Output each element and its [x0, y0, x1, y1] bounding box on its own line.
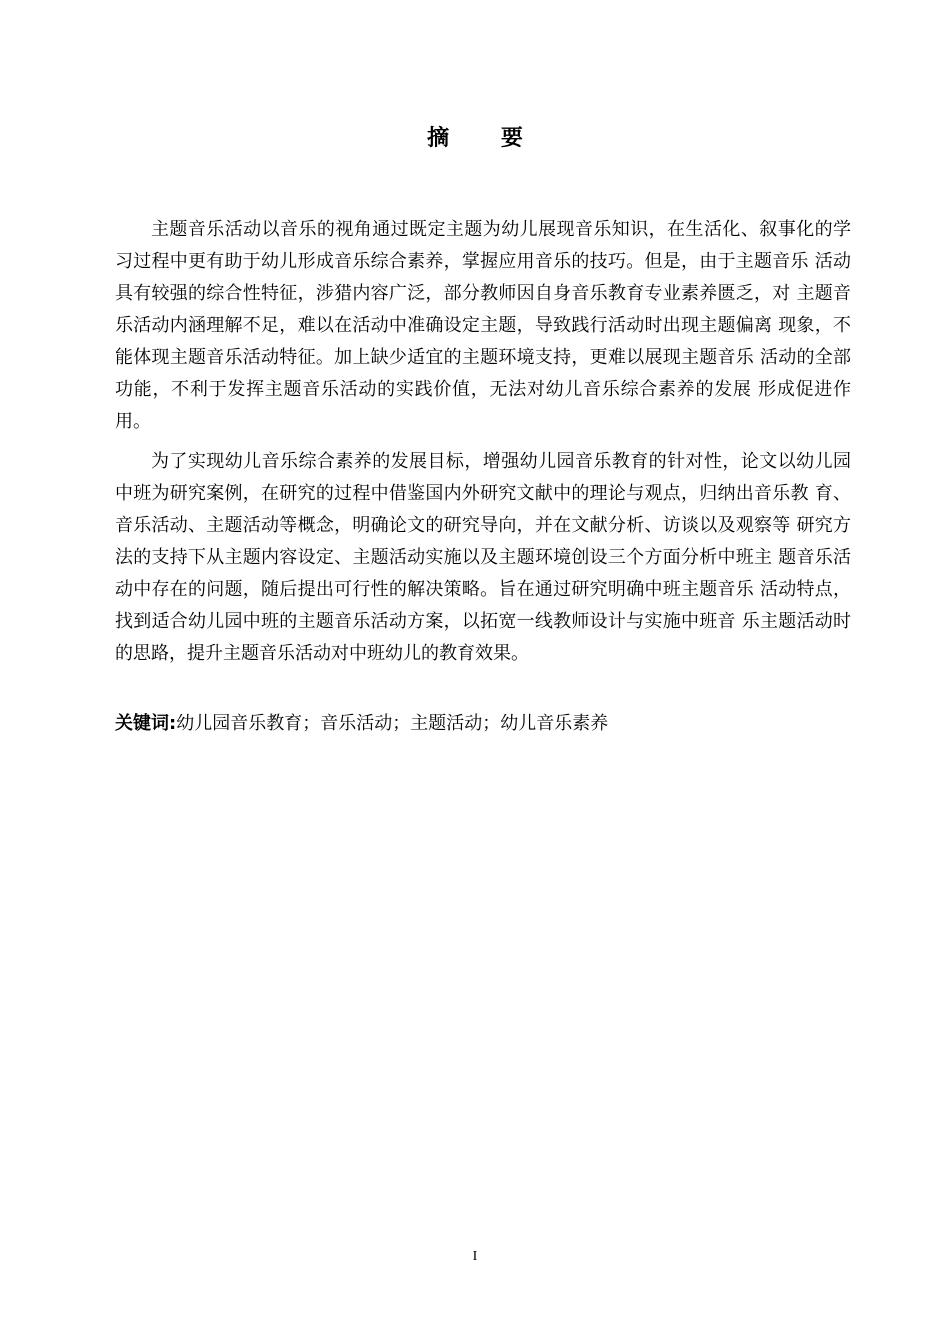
abstract-paragraph: 主题音乐活动以音乐的视角通过既定主题为幼儿展现音乐知识，在生活化、叙事化的学习过程中更有助于幼儿形成音乐综合素养，掌握应用音乐的技巧。但是，由于主题音乐 活动具有较强的综合性特征，涉猎内容广泛，部分教师因自身音乐教育专业素养匮乏，对 主题音乐活动内涵理解不足，难以在活动中准确设定主题，导致践行活动时出现主题偏离 现象，不能体现主题音乐活动特征。加上缺少适宜的主题环境支持，更难以展现主题音乐 活动的全部功能，不利于发挥主题音乐活动的实践价值，无法对幼儿音乐综合素养的发展 形成促进作用。 — [115, 219, 851, 432]
abstract-body-1 — [115, 214, 851, 438]
keywords-text: 幼儿园音乐教育；音乐活动；主题活动；幼儿音乐素养 — [176, 713, 609, 734]
abstract-paragraph: 为了实现幼儿音乐综合素养的发展目标，增强幼儿园音乐教育的针对性，论文以幼儿园中班为研究案例，在研究的过程中借鉴国内外研究文献中的理论与观点，归纳出音乐教 育、音乐活动、主题活动等概念，明确论文的研究导向，并在文献分析、访谈以及观察等 研究方法的支持下从主题内容设定、主题活动实施以及主题环境创设三个方面分析中班主 题音乐活动中存在的问题，随后提出可行性的解决策略。旨在通过研究明确中班主题音乐 活动特点，找到适合幼儿园中班的主题音乐活动方案，以拓宽一线教师设计与实施中班音 乐主题活动时的思路，提升主题音乐活动对中班幼儿的教育效果。 — [115, 451, 851, 664]
abstract-title: 摘 要 — [427, 126, 545, 151]
abstract-body-2 — [115, 446, 851, 670]
page-number: I — [472, 1249, 478, 1264]
keywords-label: 关键词: — [115, 713, 177, 734]
keywords-line — [115, 708, 851, 740]
